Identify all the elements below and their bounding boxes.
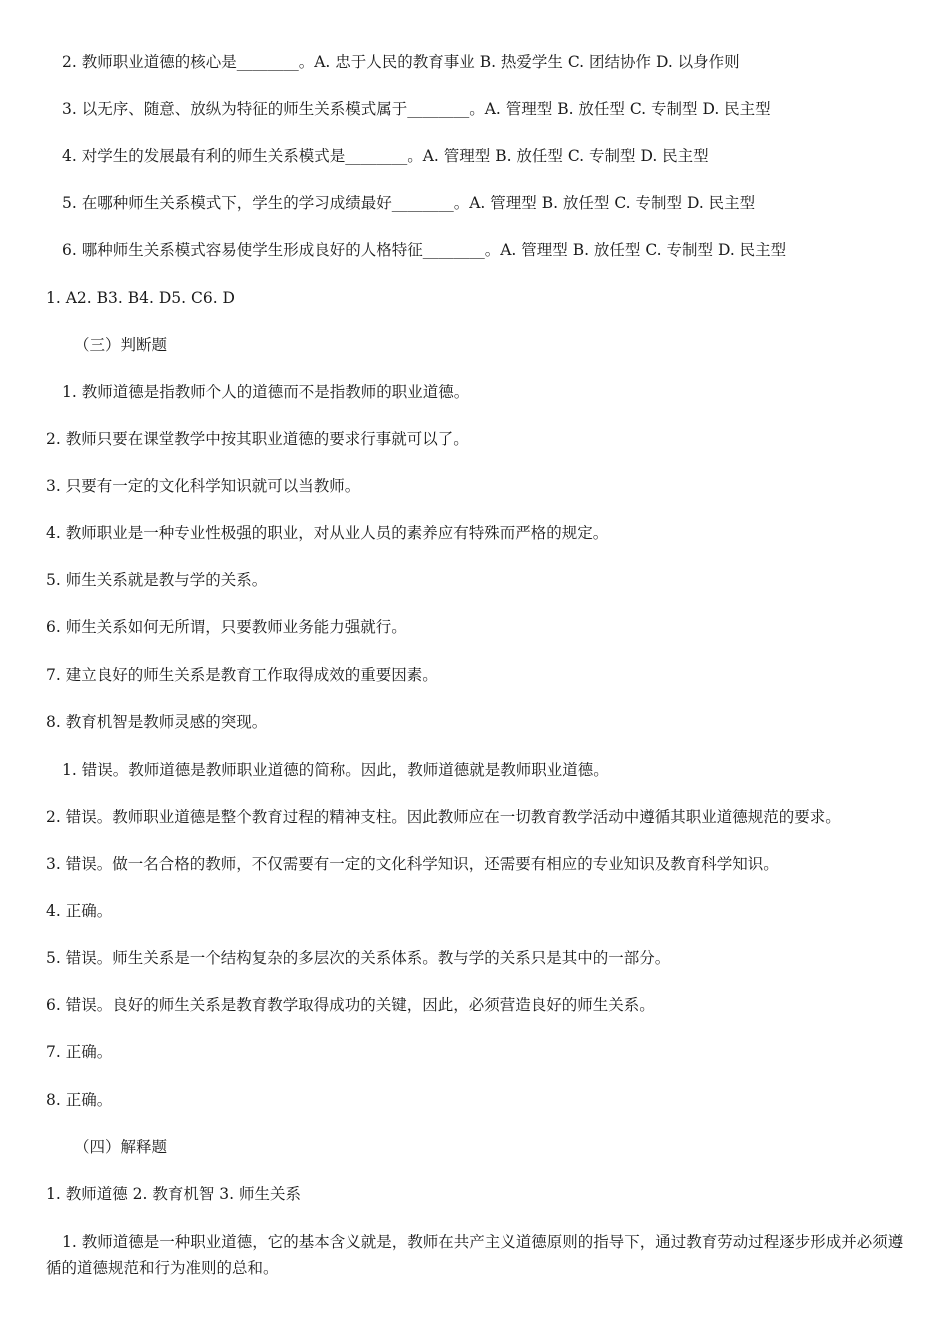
judge-question-1: 1. 教师道德是指教师个人的道德而不是指教师的职业道德。 [62,383,470,401]
judge-question-6: 6. 师生关系如何无所谓，只要教师业务能力强就行。 [46,618,407,636]
choice-question-3: 3. 以无序、随意、放纵为特征的师生关系模式属于________。A. 管理型 B. 放任型 C. 专制型 D. 民主型 [62,100,771,118]
choice-question-4: 4. 对学生的发展最有利的师生关系模式是________。A. 管理型 B. 放任型 C. 专制型 D. 民主型 [62,147,709,165]
choice-question-6: 6. 哪种师生关系模式容易使学生形成良好的人格特征________。A. 管理型 B. 放任型 C. 专制型 D. 民主型 [62,241,787,259]
judge-question-4: 4. 教师职业是一种专业性极强的职业，对从业人员的素养应有特殊而严格的规定。 [46,524,609,542]
judge-question-3: 3. 只要有一定的文化科学知识就可以当教师。 [46,477,361,495]
explain-answer-1: 1. 教师道德是一种职业道德，它的基本含义就是，教师在共产主义道德原则的指导下，通过教育劳动过程逐步形成并必须遵循的道德规范和行为准则的总和。 [46,1233,904,1277]
section-heading-explain: （四）解释题 [74,1138,168,1156]
judge-answer-3: 3. 错误。做一名合格的教师，不仅需要有一定的文化科学知识，还需要有相应的专业知识及教育科学知识。 [46,855,779,873]
section-heading-judge: （三）判断题 [74,336,168,354]
choice-answers: 1. A2. B3. B4. D5. C6. D [46,289,235,307]
judge-answer-7: 7. 正确。 [46,1043,113,1061]
judge-answer-5: 5. 错误。师生关系是一个结构复杂的多层次的关系体系。教与学的关系只是其中的一部分。 [46,949,671,967]
judge-answer-6: 6. 错误。良好的师生关系是教育教学取得成功的关键，因此，必须营造良好的师生关系。 [46,996,655,1014]
judge-question-2: 2. 教师只要在课堂教学中按其职业道德的要求行事就可以了。 [46,430,469,448]
judge-question-7: 7. 建立良好的师生关系是教育工作取得成效的重要因素。 [46,666,438,684]
judge-question-8: 8. 教育机智是教师灵感的突现。 [46,713,268,731]
judge-answer-4: 4. 正确。 [46,902,113,920]
judge-question-5: 5. 师生关系就是教与学的关系。 [46,571,268,589]
choice-question-5: 5. 在哪种师生关系模式下，学生的学习成绩最好________。A. 管理型 B. 放任型 C. 专制型 D. 民主型 [62,194,756,212]
judge-answer-1: 1. 错误。教师道德是教师职业道德的简称。因此，教师道德就是教师职业道德。 [62,761,609,779]
judge-answer-2: 2. 错误。教师职业道德是整个教育过程的精神支柱。因此教师应在一切教育教学活动中遵循其职业道德规范的要求。 [46,808,841,826]
explain-terms: 1. 教师道德 2. 教育机智 3. 师生关系 [46,1185,302,1203]
judge-answer-8: 8. 正确。 [46,1091,113,1109]
choice-question-2: 2. 教师职业道德的核心是________。A. 忠于人民的教育事业 B. 热爱学生 C. 团结协作 D. 以身作则 [62,53,740,71]
